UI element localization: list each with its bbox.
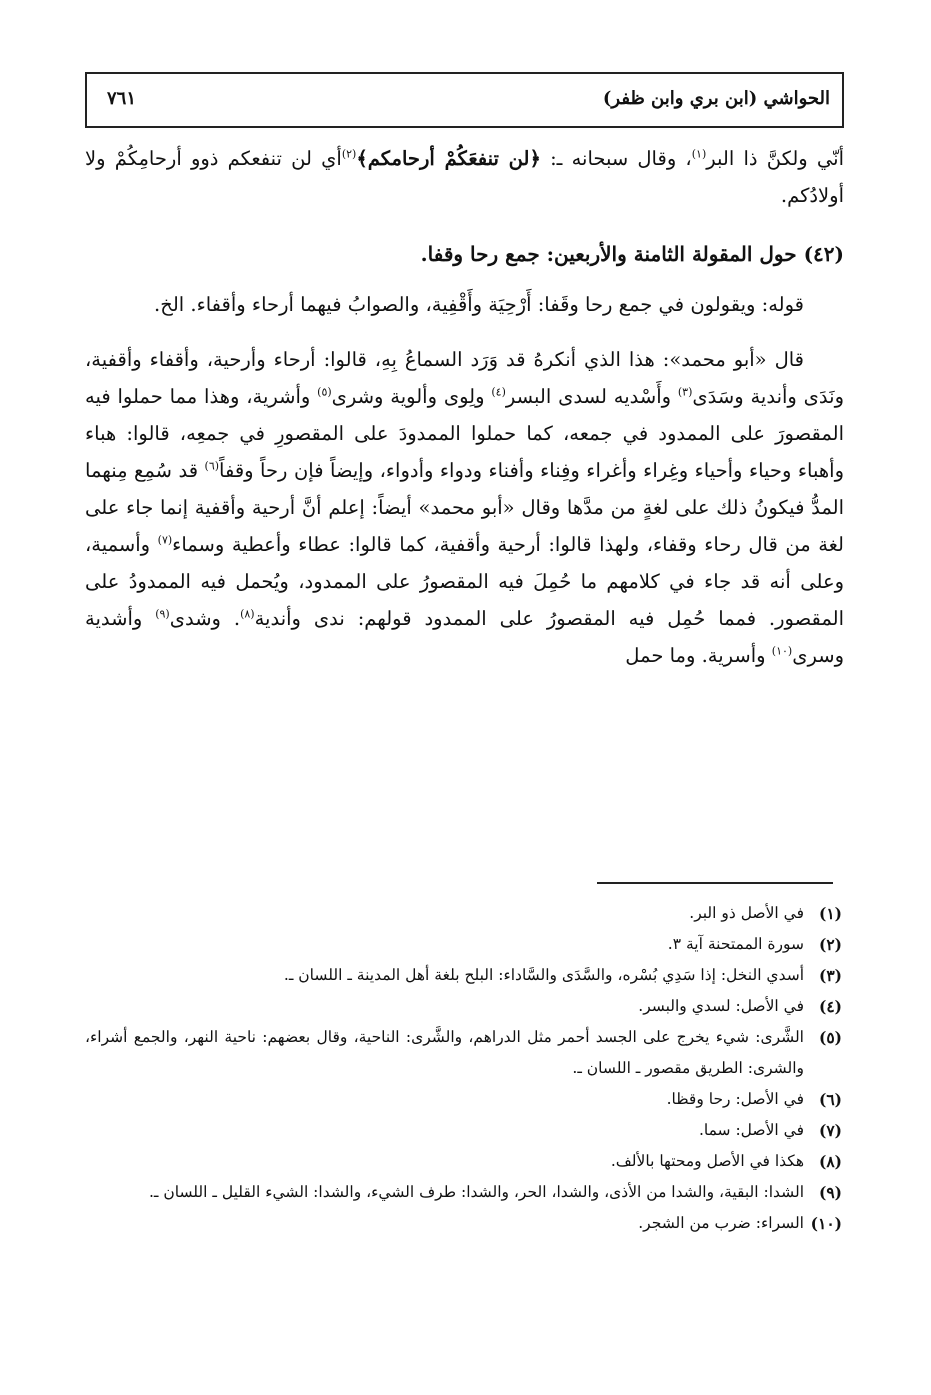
footnote-text: الشدا: البقية، والشدا من الأذى، والشدا، الحر، والشدا: طرف الشيء، والشدا: الشيء القليل ـ اللسان ـ.	[148, 1183, 804, 1201]
footnote-item	[85, 898, 842, 929]
footnote-number: (٥)	[818, 1028, 842, 1047]
footnote-text: في الأصل: سما.	[698, 1121, 804, 1139]
footnote-item	[85, 1084, 842, 1115]
intro-text: أنّي ولكنَّ ذا البر	[706, 147, 844, 170]
footnote-ref: (١٠)	[771, 644, 793, 658]
footnote-number: (١٠)	[810, 1214, 842, 1233]
body-text: ولِوى وألوية وشرى	[331, 385, 492, 408]
intro-text: ، وقال سبحانه ـ:	[540, 147, 692, 170]
body-paragraph	[85, 341, 844, 674]
footnote-number: (٣)	[818, 966, 842, 985]
page-number: ٧٦١	[107, 88, 137, 109]
body-text: وأشدية وسرى	[85, 607, 844, 667]
footnote-item	[85, 1022, 842, 1084]
footnote-text: سورة الممتحنة آية ٣.	[667, 935, 804, 953]
footnote-item	[85, 1208, 842, 1239]
footnote-number: (٩)	[818, 1183, 842, 1202]
footnote-text: الشَّرى: شيء يخرج على الجسد أحمر مثل الدراهم، والشَّرى: الناحية، وقال بعضهم: ناحية النهر، والجمع أشراء، والشرى: الطريق مقصور ـ اللسان ـ.	[85, 1028, 804, 1077]
footnote-ref: (٨)	[240, 607, 255, 621]
body-text: . وشدى	[169, 607, 241, 630]
footnote-text: في الأصل: رحا وقظا.	[666, 1090, 804, 1108]
footnote-ref: (٣)	[677, 385, 693, 399]
footnote-ref: (٤)	[491, 385, 506, 399]
footnote-ref: (٢)	[341, 147, 357, 161]
footnote-text: في الأصل ذو البر.	[689, 904, 804, 922]
footnote-number: (٤)	[818, 997, 842, 1016]
intro-paragraph	[85, 140, 844, 214]
intro-text: أي لن تنفعكم ذوو أرحامِكُمْ ولا أولادُكم.	[85, 147, 844, 207]
footnote-item	[85, 960, 842, 991]
footnote-text: هكذا في الأصل ومحتها بالألف.	[610, 1152, 804, 1170]
page-header	[85, 72, 844, 128]
footnote-ref: (٧)	[157, 533, 173, 547]
footnotes	[85, 898, 842, 1239]
footnote-ref: (٦)	[204, 459, 220, 473]
quoted-paragraph: قوله: ويقولون في جمع رحا وقَفا: أَرْحِيَة وأَقْفِية، والصوابُ فيهما أرحاء وأقفاء. الخ.	[154, 293, 804, 316]
body-text: وأسمية، وعلى أنه قد جاء في كلامهم ما حُمِلَ فيه المقصورُ على الممدود، ويُحمل فيه الممدودُ على المقصور. فمما حُمِل فيه المقصورُ على الممدود قولهم: ندى وأندية	[85, 533, 845, 630]
footnote-item	[85, 1115, 842, 1146]
body-text: وأشرية، وهذا مما حملوا فيه المقصورَ على الممدود في جمعه، كما حملوا الممدودَ على المقصورِ في جمعِه، قالوا: هباء وأهباء وحياء وأحياء وغِراء وأغراء وفِناء وأفناء ودواء وأدواء، وإيضاً فإن رحاً وقفاً	[85, 385, 844, 482]
body-text: قال «أبو محمد»: هذا الذي أنكرهُ قد وَرَد السماعُ بِهِ، قالوا: أرحاء وأرحية، وأقفاء وأقفية، ونَدَى وأندية وسَدَى	[85, 348, 844, 408]
footnote-item	[85, 991, 842, 1022]
footnote-item	[85, 1146, 842, 1177]
footnote-ref: (٩)	[155, 607, 170, 621]
footnote-text: أسدي النخل: إذا سَدِي بُسْره، والسَّدَى والسَّاداء: البلح بلغة أهل المدينة ـ اللسان ـ.	[283, 966, 804, 984]
body-text: وأسرية. وما حمل	[625, 644, 772, 667]
footnote-item	[85, 929, 842, 960]
footnote-divider	[597, 882, 833, 884]
main-text	[85, 140, 844, 674]
body-text: وأَسْديه لسدى البسر	[505, 385, 678, 408]
footnote-text: في الأصل: لسدي والبسر.	[638, 997, 804, 1015]
section-heading: (٤٢) حول المقولة الثامنة والأربعين: جمع رحا وقفا.	[420, 242, 844, 266]
footnote-ref: (٥)	[317, 385, 332, 399]
quran-verse: ﴿لن تنفعَكُمْ أرحامكم﴾	[356, 147, 541, 170]
footnote-text: السراء: ضرب من الشجر.	[638, 1214, 804, 1232]
footnote-number: (٧)	[818, 1121, 842, 1140]
footnote-number: (٦)	[818, 1090, 842, 1109]
footnote-ref: (١)	[691, 147, 707, 161]
body-text: قد سُمِع مِنهما المدُّ فيكونُ ذلك على لغةٍ من مدَّها وقال «أبو محمد» أيضاً: إعلم أنَّ أرحية وأقفية إنما جاء على لغة من قال رحاء وقفاء، ولهذا قالوا: أرحية وأقفية، كما قالوا: عطاء وأعطية وسماء	[85, 459, 844, 556]
running-title: الحواشي (ابن بري وابن ظفر)	[602, 88, 830, 109]
footnote-number: (٨)	[818, 1152, 842, 1171]
footnote-item	[85, 1177, 842, 1208]
footnote-number: (٢)	[818, 935, 842, 954]
footnote-number: (١)	[818, 904, 842, 923]
